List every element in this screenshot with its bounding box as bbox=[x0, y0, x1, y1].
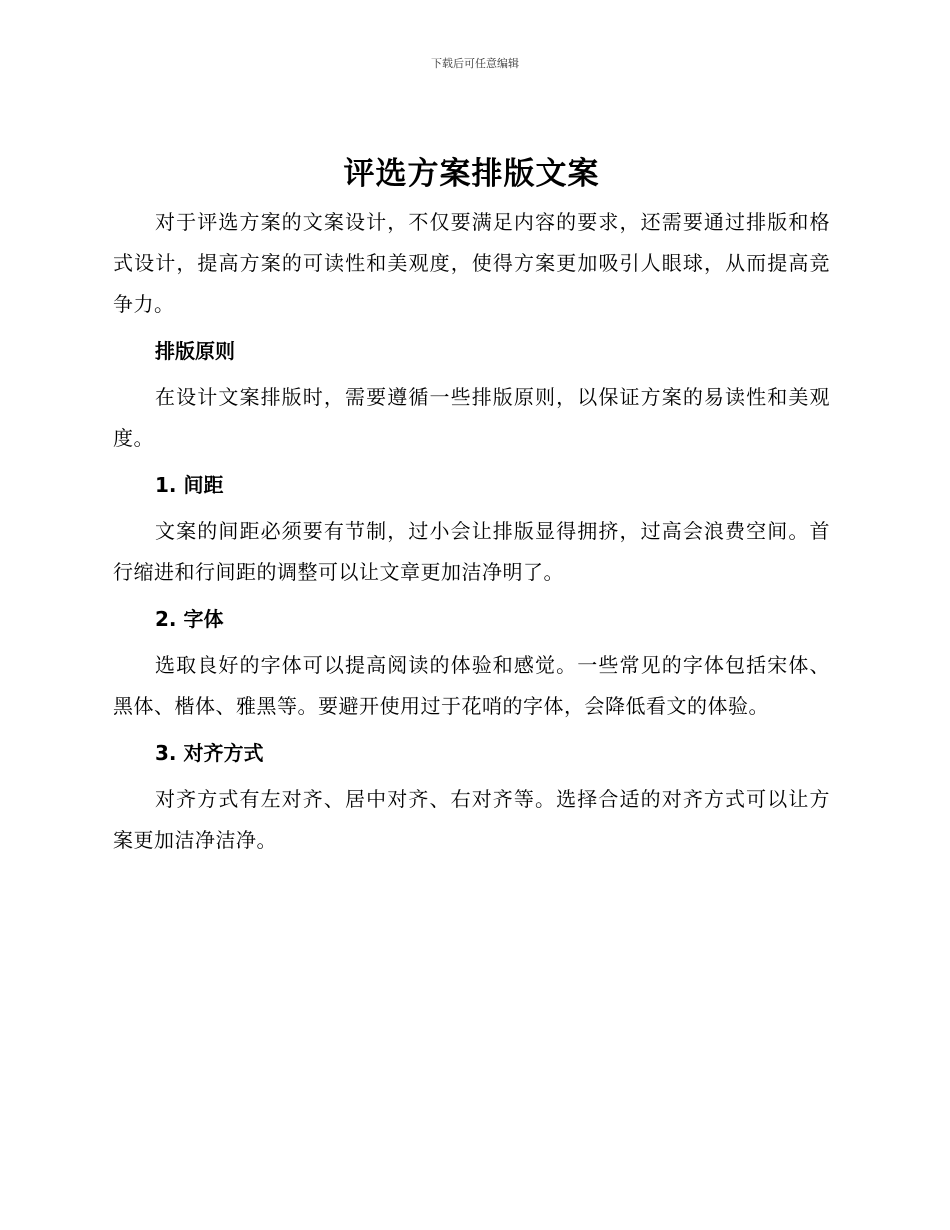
section-paragraph: 选取良好的字体可以提高阅读的体验和感觉。一些常见的字体包括宋体、黑体、楷体、雅黑等。要避开使用过于花哨的字体，会降低看文的体验。 bbox=[113, 653, 830, 718]
section-spacing bbox=[113, 470, 830, 593]
intro-paragraph: 对于评选方案的文案设计，不仅要满足内容的要求，还需要通过排版和格式设计，提高方案的可读性和美观度，使得方案更加吸引人眼球，从而提高竞争力。 bbox=[113, 210, 830, 316]
header-note: 下载后可任意编辑 bbox=[431, 57, 519, 70]
section-heading: 3. 对齐方式 bbox=[155, 741, 264, 765]
document-title: 评选方案排版文案 bbox=[343, 156, 600, 192]
section-heading: 排版原则 bbox=[155, 339, 235, 363]
section-paragraph: 在设计文案排版时，需要遵循一些排版原则，以保证方案的易读性和美观度。 bbox=[113, 385, 830, 450]
section-paragraph: 对齐方式有左对齐、居中对齐、右对齐等。选择合适的对齐方式可以让方案更加洁净洁净。 bbox=[113, 787, 830, 852]
section-heading: 1. 间距 bbox=[155, 473, 224, 497]
section-alignment bbox=[113, 738, 830, 861]
section-paragraph: 文案的间距必须要有节制，过小会让排版显得拥挤，过高会浪费空间。首行缩进和行间距的调整可以让文章更加洁净明了。 bbox=[113, 519, 830, 584]
document-body bbox=[113, 148, 830, 861]
section-heading: 2. 字体 bbox=[155, 607, 224, 631]
section-font bbox=[113, 604, 830, 727]
section-layout-principles bbox=[113, 336, 830, 459]
